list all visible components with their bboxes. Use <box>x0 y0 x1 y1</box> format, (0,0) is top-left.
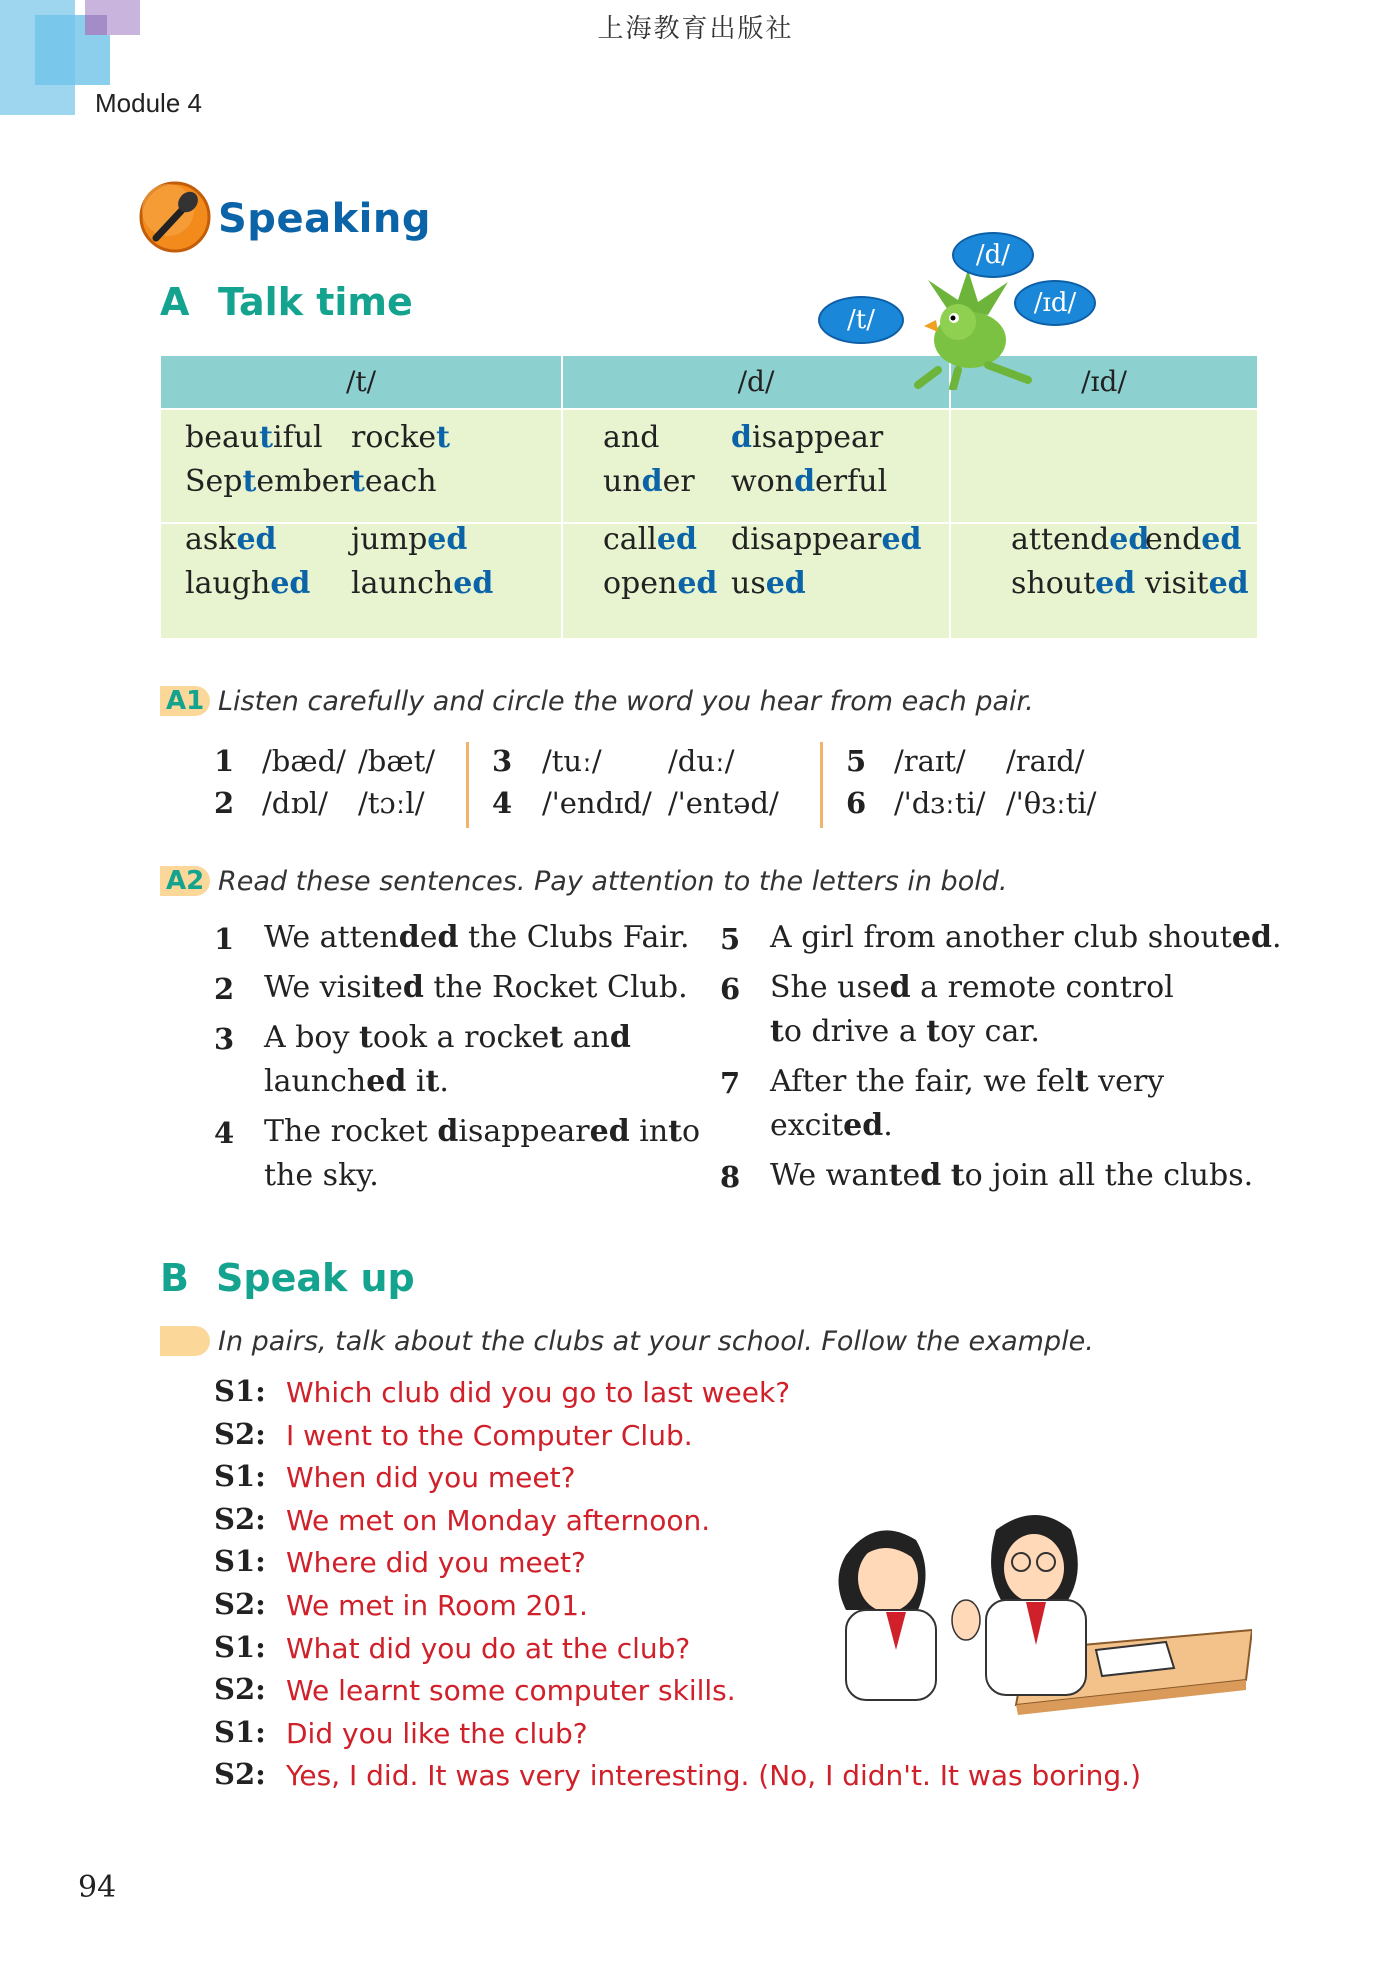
column-separator <box>820 742 823 828</box>
sentence-number: 5 <box>720 922 741 956</box>
table-word: opened <box>603 566 718 601</box>
table-word: used <box>731 566 806 601</box>
dialogue-line: Which club did you go to last week? <box>286 1376 791 1409</box>
item-number: 1 <box>214 744 235 778</box>
column-header-t: /t/ <box>161 356 561 408</box>
item-number: 4 <box>492 786 513 820</box>
practice-sentence: A boy took a rocket and launched it. <box>264 1020 631 1099</box>
ipa-option[interactable]: /'dɜːti/ <box>894 786 986 820</box>
ipa-option[interactable]: /'θɜːti/ <box>1006 786 1097 820</box>
sentence-number: 7 <box>720 1066 741 1100</box>
sound-table <box>161 356 1257 638</box>
dialogue-line: We learnt some computer skills. <box>286 1674 736 1708</box>
table-divider <box>561 356 563 638</box>
practice-sentence: We attended the Clubs Fair. <box>264 920 690 955</box>
ipa-option[interactable]: /tuː/ <box>542 744 602 778</box>
speak-up-title: Speak up <box>216 1256 415 1300</box>
module-label: Module 4 <box>95 88 202 118</box>
table-word: under <box>603 464 695 499</box>
publisher-header: 上海教育出版社 <box>597 14 794 44</box>
a1-tag: A1 <box>160 686 210 716</box>
speaker-label: S2: <box>214 1672 266 1707</box>
a2-instruction: Read these sentences. Pay attention to the letters in bold. <box>218 866 1008 897</box>
microphone-icon <box>138 180 212 254</box>
a2-tag: A2 <box>160 866 210 896</box>
speaker-label: S1: <box>214 1714 266 1749</box>
column-header-id: /ɪd/ <box>951 356 1257 408</box>
dialogue-line: Did you like the club? <box>286 1716 588 1750</box>
item-number: 3 <box>492 744 513 778</box>
dialogue-line: We met in Room 201. <box>286 1589 588 1622</box>
dialogue-line: We met on Monday afternoon. <box>286 1503 711 1537</box>
table-divider <box>161 408 1257 410</box>
table-word: disappeared <box>731 522 922 557</box>
table-word: shouted <box>1011 566 1136 601</box>
speaker-label: S2: <box>214 1587 266 1621</box>
sentence-number: 3 <box>214 1022 235 1056</box>
speaker-label: S2: <box>214 1757 266 1792</box>
table-word: wonderful <box>731 464 888 499</box>
dialogue-line: I went to the Computer Club. <box>286 1418 693 1452</box>
table-word: beautiful <box>185 420 323 455</box>
table-word: launched <box>351 566 494 601</box>
speak-up-instruction: In pairs, talk about the clubs at your school. Follow the example. <box>218 1326 1094 1357</box>
column-header-d: /d/ <box>563 356 949 408</box>
table-word: September <box>185 464 354 499</box>
ipa-option[interactable]: /raɪd/ <box>1006 744 1085 778</box>
item-number: 6 <box>846 786 867 820</box>
sentence-number: 1 <box>214 922 235 956</box>
item-number: 2 <box>214 786 235 820</box>
sentence-number: 6 <box>720 972 741 1006</box>
column-separator <box>466 742 469 828</box>
ipa-option[interactable]: /'entəd/ <box>668 786 779 820</box>
practice-sentence: After the fair, we felt very excited. <box>770 1064 1165 1143</box>
ipa-option[interactable]: /duː/ <box>668 744 735 778</box>
speak-up-tag <box>160 1326 210 1356</box>
speaker-label: S1: <box>214 1629 266 1664</box>
dialogue-line: Yes, I did. It was very interesting. (No, I didn't. It was boring.) <box>286 1759 1141 1793</box>
speech-bubble-t: /t/ <box>818 296 904 344</box>
table-word: asked <box>185 522 277 557</box>
ipa-option[interactable]: /dɒl/ <box>262 786 328 820</box>
sentence-number: 8 <box>720 1160 741 1194</box>
dialogue-line: What did you do at the club? <box>286 1631 691 1665</box>
ipa-option[interactable]: /'endɪd/ <box>542 786 652 820</box>
table-word: disappear <box>731 420 884 455</box>
practice-sentence: We wanted to join all the clubs. <box>770 1158 1254 1193</box>
practice-sentence: A girl from another club shouted. <box>770 920 1282 955</box>
a1-instruction: Listen carefully and circle the word you hear from each pair. <box>218 686 1034 717</box>
table-word: laughed <box>185 566 311 601</box>
ipa-option[interactable]: /tɔːl/ <box>358 786 425 820</box>
practice-sentence: The rocket disappeared into the sky. <box>264 1114 701 1193</box>
table-divider <box>949 356 951 638</box>
students-illustration <box>806 1500 1252 1720</box>
practice-sentence: We visited the Rocket Club. <box>264 970 688 1005</box>
table-word: rocket <box>351 420 450 455</box>
speaker-label: S1: <box>214 1544 266 1579</box>
speaker-label: S1: <box>214 1459 266 1494</box>
speaking-title: Speaking <box>218 196 431 242</box>
item-number: 5 <box>846 744 867 778</box>
speaker-label: S2: <box>214 1416 266 1451</box>
ipa-option[interactable]: /raɪt/ <box>894 744 966 778</box>
practice-sentence: She used a remote control to drive a toy car. <box>770 970 1174 1049</box>
sentence-number: 4 <box>214 1116 235 1150</box>
dialogue-line: Where did you meet? <box>286 1546 586 1580</box>
table-word: teach <box>351 464 437 499</box>
talk-time-title: Talk time <box>218 280 413 324</box>
speaker-label: S1: <box>214 1374 266 1408</box>
table-word: jumped <box>351 522 468 557</box>
section-b-letter: B <box>160 1256 189 1300</box>
dialogue-line: When did you meet? <box>286 1461 576 1495</box>
table-word: visited <box>1145 566 1249 601</box>
page-number: 94 <box>78 1870 117 1905</box>
table-word: and <box>603 420 660 455</box>
speech-bubble-d: /d/ <box>952 232 1034 278</box>
table-word: ended <box>1145 522 1242 557</box>
table-word: called <box>603 522 697 557</box>
speech-bubble-id: /ɪd/ <box>1014 280 1096 326</box>
ipa-option[interactable]: /bæt/ <box>358 744 436 778</box>
ipa-option[interactable]: /bæd/ <box>262 744 346 778</box>
section-a-letter: A <box>160 280 190 324</box>
speaker-label: S2: <box>214 1501 266 1536</box>
table-word: attended <box>1011 522 1150 557</box>
sentence-number: 2 <box>214 972 235 1006</box>
